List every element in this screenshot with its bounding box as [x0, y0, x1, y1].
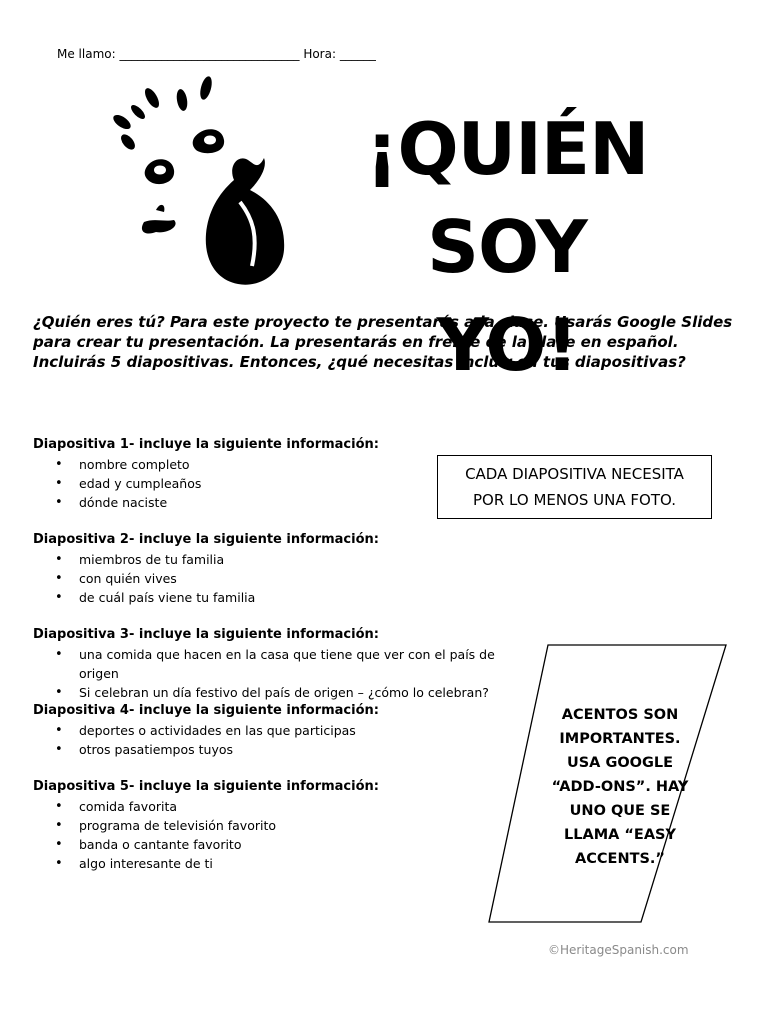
list-item: • algo interesante de ti [79, 854, 533, 873]
list-item: • nombre completo [79, 455, 533, 474]
bullet-list [33, 645, 533, 702]
slide-4-section [33, 702, 533, 759]
bullet-list [33, 550, 533, 607]
list-item: • dónde naciste [79, 493, 533, 512]
name-hour-header [57, 47, 376, 61]
photo-box-line-2: POR LO MENOS UNA FOTO. [473, 491, 676, 509]
intro-paragraph: ¿Quién eres tú? Para este proyecto te presentarás a la clase. Usarás Google Slides para crear tu presentación. La presentarás en frente de la clase en español. Incluirás 5 diapositivas. Entonces, ¿qué necesitas incluir en tus diapositivas? [33, 313, 733, 371]
list-item: • una comida que hacen en la casa que tiene que ver con el país de origen [79, 645, 533, 683]
title-line-2: SOY YO! [427, 205, 587, 387]
list-item: • con quién vives [79, 569, 533, 588]
copyright-footer: ©HeritageSpanish.com [548, 943, 689, 957]
cartoon-face-icon [108, 70, 298, 290]
hour-blank[interactable]: ______ [339, 47, 376, 61]
bullet-list [33, 721, 533, 759]
section-title: Diapositiva 3- incluye la siguiente información: [33, 627, 379, 642]
list-item: • Si celebran un día festivo del país de origen – ¿cómo lo celebran? [79, 683, 533, 702]
list-item: • comida favorita [79, 797, 533, 816]
list-item: • miembros de tu familia [79, 550, 533, 569]
hour-label: Hora: [303, 47, 337, 61]
title-line-1: ¡QUIÉN [365, 107, 649, 191]
bullet-list [33, 797, 533, 873]
slide-2-section [33, 531, 533, 607]
slide-5-section [33, 778, 533, 873]
list-item: • otros pasatiempos tuyos [79, 740, 533, 759]
photo-requirement-box [437, 455, 712, 519]
photo-box-line-1: CADA DIAPOSITIVA NECESITA [465, 465, 684, 483]
section-title: Diapositiva 1- incluye la siguiente información: [33, 437, 379, 452]
section-title: Diapositiva 5- incluye la siguiente información: [33, 779, 379, 794]
list-item: • edad y cumpleaños [79, 474, 533, 493]
list-item: • de cuál país viene tu familia [79, 588, 533, 607]
section-title: Diapositiva 4- incluye la siguiente información: [33, 703, 379, 718]
section-title: Diapositiva 2- incluye la siguiente información: [33, 532, 379, 547]
accent-note-text: ACENTOS SON IMPORTANTES. USA GOOGLE “ADD-ONS”. HAY UNO QUE SE LLAMA “EASY ACCENTS.” [551, 707, 689, 867]
list-item: • deportes o actividades en las que participas [79, 721, 533, 740]
name-blank[interactable]: ______________________________ [119, 47, 300, 61]
slide-3-section [33, 626, 533, 702]
list-item: • programa de televisión favorito [79, 816, 533, 835]
list-item: • banda o cantante favorito [79, 835, 533, 854]
name-label: Me llamo: [57, 47, 116, 61]
